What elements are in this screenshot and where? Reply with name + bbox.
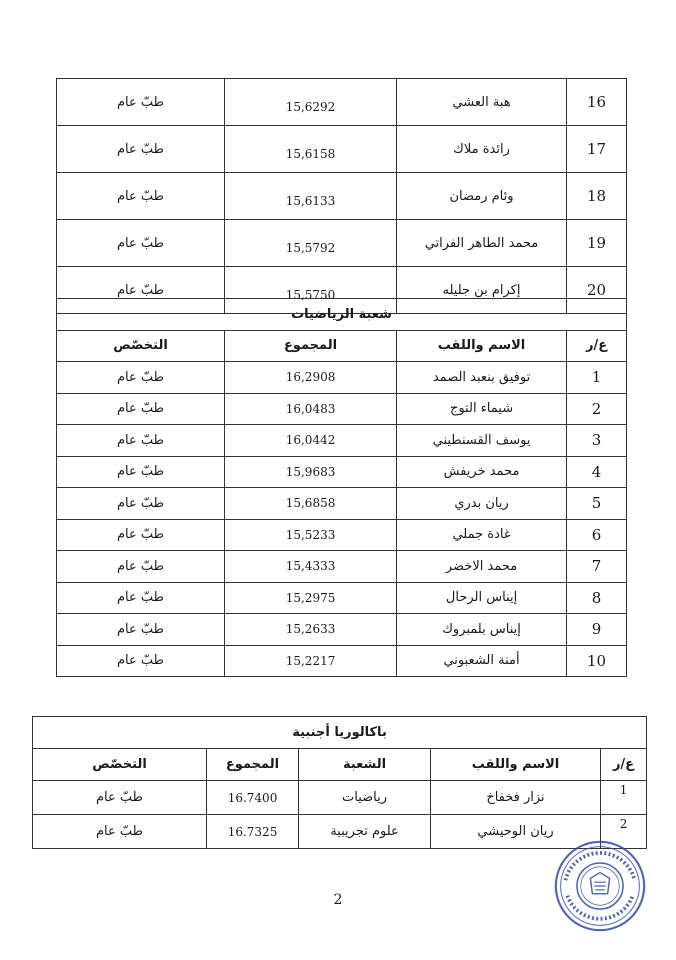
specialty-cell: طبّ عام (57, 614, 225, 646)
rank-cell: 1 (601, 781, 647, 815)
specialty-cell: طبّ عام (57, 173, 225, 220)
total-cell: 15,6292 (225, 79, 397, 126)
table-row (57, 488, 627, 520)
table-row (57, 220, 627, 267)
table-row (57, 582, 627, 614)
name-cell: محمد خريفش (397, 456, 567, 488)
header-row (33, 749, 647, 781)
total-cell: 16.7400 (207, 781, 299, 815)
name-cell: إيناس بلمبروك (397, 614, 567, 646)
specialty-cell: طبّ عام (57, 488, 225, 520)
specialty-cell: طبّ عام (57, 425, 225, 457)
rank-cell: 1 (567, 362, 627, 394)
specialty-cell: طبّ عام (57, 79, 225, 126)
rank-cell: 18 (567, 173, 627, 220)
rank-cell: 16 (567, 79, 627, 126)
rank-cell: 17 (567, 126, 627, 173)
name-cell: إيناس الرحال (397, 582, 567, 614)
rank-cell: 3 (567, 425, 627, 457)
total-cell: 15,6158 (225, 126, 397, 173)
total-cell: 15,5792 (225, 220, 397, 267)
column-header-total: المجموع (225, 330, 397, 362)
table-row (57, 362, 627, 394)
total-cell: 15,5233 (225, 519, 397, 551)
column-header-specialty: التخصّص (33, 749, 207, 781)
specialty-cell: طبّ عام (33, 781, 207, 815)
total-cell: 16,0442 (225, 425, 397, 457)
continued-ranking-table (56, 78, 627, 314)
table-row (33, 781, 647, 815)
total-cell: 15,6133 (225, 173, 397, 220)
name-cell: نزار فخفاخ (431, 781, 601, 815)
name-cell: هبة العشي (397, 79, 567, 126)
section-title: شعبة الرياضيات (57, 299, 627, 331)
rank-cell: 10 (567, 645, 627, 677)
branch-cell: علوم تجريبية (299, 815, 431, 849)
column-header-name: الاسم واللقب (397, 330, 567, 362)
name-cell: إكرام بن جليله (397, 267, 567, 314)
total-cell: 15,2633 (225, 614, 397, 646)
table-row (57, 393, 627, 425)
column-header-total: المجموع (207, 749, 299, 781)
table-row (57, 519, 627, 551)
total-cell: 15,9683 (225, 456, 397, 488)
rank-cell: 9 (567, 614, 627, 646)
branch-cell: رياضيات (299, 781, 431, 815)
total-cell: 16,0483 (225, 393, 397, 425)
total-cell: 16.7325 (207, 815, 299, 849)
math-section-table (56, 298, 627, 677)
rank-cell: 2 (567, 393, 627, 425)
specialty-cell: طبّ عام (57, 126, 225, 173)
column-header-branch: الشعبة (299, 749, 431, 781)
rank-cell: 19 (567, 220, 627, 267)
specialty-cell: طبّ عام (57, 645, 225, 677)
rank-cell: 7 (567, 551, 627, 583)
column-header-specialty: التخصّص (57, 330, 225, 362)
name-cell: توفيق بنعبد الصمد (397, 362, 567, 394)
table-row (57, 551, 627, 583)
table-row (57, 126, 627, 173)
total-cell: 15,6858 (225, 488, 397, 520)
total-cell: 16,2908 (225, 362, 397, 394)
specialty-cell: طبّ عام (57, 456, 225, 488)
specialty-cell: طبّ عام (57, 220, 225, 267)
official-seal-icon (552, 838, 648, 934)
rank-cell: 4 (567, 456, 627, 488)
specialty-cell: طبّ عام (57, 519, 225, 551)
name-cell: وئام رمضان (397, 173, 567, 220)
name-cell: غادة جملي (397, 519, 567, 551)
name-cell: ريان بدري (397, 488, 567, 520)
specialty-cell: طبّ عام (57, 551, 225, 583)
column-header-name: الاسم واللقب (431, 749, 601, 781)
total-cell: 15,4333 (225, 551, 397, 583)
table-row (57, 173, 627, 220)
name-cell: رائدة ملاك (397, 126, 567, 173)
total-cell: 15,2975 (225, 582, 397, 614)
foreign-bac-table (32, 716, 647, 849)
column-header-rank: ع/ر (567, 330, 627, 362)
table-row (57, 79, 627, 126)
column-header-rank: ع/ر (601, 749, 647, 781)
specialty-cell: طبّ عام (33, 815, 207, 849)
specialty-cell: طبّ عام (57, 393, 225, 425)
name-cell: محمد الطاهر الفراتي (397, 220, 567, 267)
name-cell: محمد الاخضر (397, 551, 567, 583)
table-row (57, 425, 627, 457)
page-number: 2 (333, 892, 343, 908)
total-cell: 15,5750 (225, 267, 397, 314)
name-cell: أمنة الشعبوني (397, 645, 567, 677)
name-cell: شيماء التوج (397, 393, 567, 425)
rank-cell: 6 (567, 519, 627, 551)
rank-cell: 5 (567, 488, 627, 520)
rank-cell: 20 (567, 267, 627, 314)
table-row (57, 456, 627, 488)
rank-cell: 8 (567, 582, 627, 614)
header-row (57, 330, 627, 362)
specialty-cell: طبّ عام (57, 267, 225, 314)
specialty-cell: طبّ عام (57, 362, 225, 394)
table-row (57, 645, 627, 677)
name-cell: يوسف القسنطيني (397, 425, 567, 457)
name-cell: ريان الوحيشي (431, 815, 601, 849)
section-title: باكالوريا أجنبية (33, 717, 647, 749)
rank-cell: 2 (601, 815, 647, 849)
table-row (57, 614, 627, 646)
specialty-cell: طبّ عام (57, 582, 225, 614)
total-cell: 15,2217 (225, 645, 397, 677)
